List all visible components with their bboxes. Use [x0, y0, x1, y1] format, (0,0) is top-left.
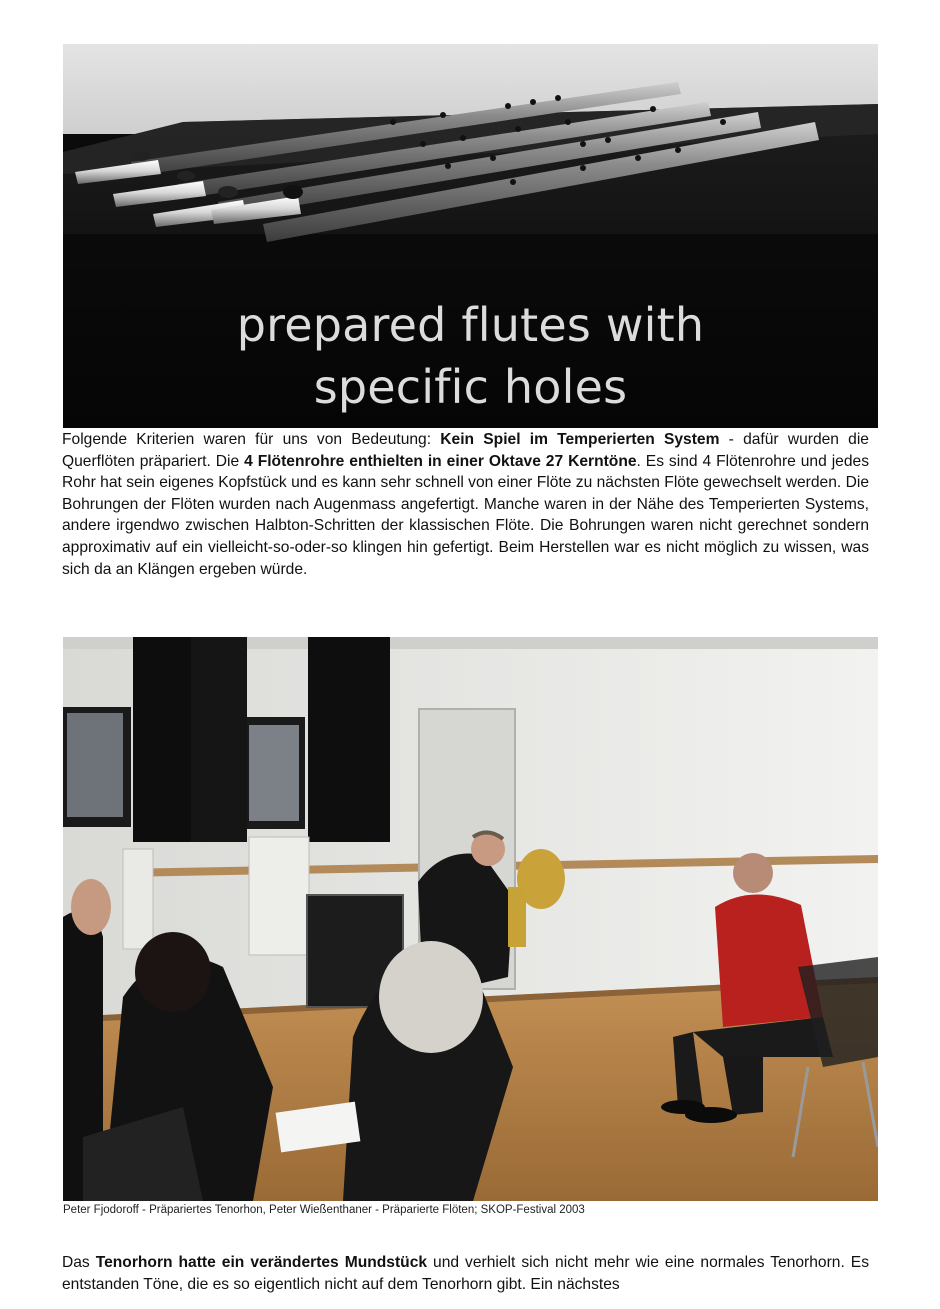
text-run: Das — [62, 1254, 96, 1271]
photo-caption: Peter Fjodoroff - Präpariertes Tenorhon, Peter Wießenthaner - Präparierte Flöten; SKOP-Festival 2003 — [63, 1204, 585, 1216]
paragraph-flute-criteria — [62, 429, 869, 580]
concert-illustration — [63, 637, 878, 1201]
text-run: - dafür wurden die Querflöten präpariert. Die — [62, 431, 869, 470]
overlay-line-1: prepared flutes with — [236, 298, 705, 352]
concert-photo — [63, 637, 878, 1201]
overlay-line-2: specific holes — [313, 360, 628, 414]
text-run: und verhielt sich nicht mehr wie eine normales Tenorhorn. Es entstanden Töne, die es so eigentlich nicht auf dem Tenorhorn gibt. Ein nächstes — [62, 1254, 869, 1293]
bold-run: Kein Spiel im Temperierten System — [440, 431, 720, 448]
flutes-photo — [63, 44, 878, 428]
bold-run: Tenorhorn hatte ein verändertes Mundstück — [95, 1254, 428, 1271]
text-run: . Es sind 4 Flötenrohre und jedes Rohr hat sein eigenes Kopfstück und es kann sehr schnell von einer Flöte zu nächsten Flöte gewechselt werden. Die Bohrungen der Flöten wurden nach Augenmass angefertigt. Manche waren in der Nähe des Temperierten Systems, andere irgendwo zwischen Halbton-Schritten der klassischen Flöte. Die Bohrungen waren nicht gerechnet sondern approximativ auf ein vielleicht-so-oder-so klingen hin gefertigt. Beim Herstellen war es nicht möglich zu wissen, was sich da an Klängen ergeben würde. — [62, 452, 869, 578]
bold-run: 4 Flötenrohre enthielten in einer Oktave 27 Kerntöne — [244, 452, 637, 470]
paragraph-tenor-horn — [62, 1252, 869, 1295]
photo-overlay-text — [63, 294, 878, 418]
text-run: Folgende Kriterien waren für uns von Bedeutung: — [62, 431, 441, 448]
